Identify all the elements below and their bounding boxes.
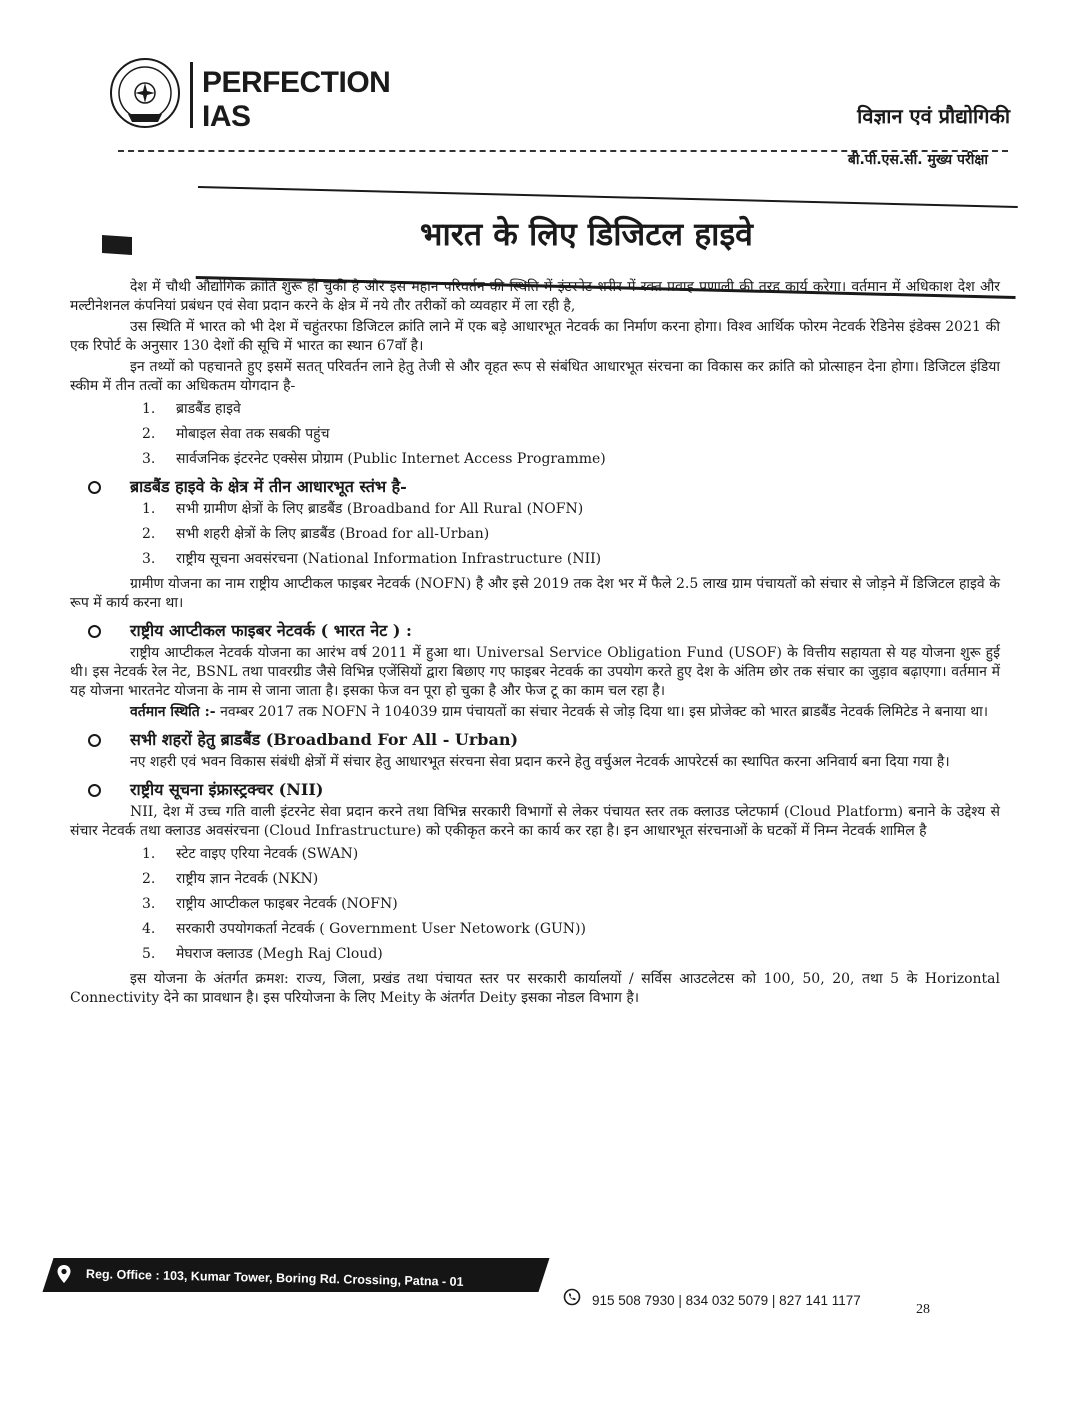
list-item: 2. राष्ट्रीय ज्ञान नेटवर्क (NKN) (142, 871, 319, 887)
circle-bullet-icon (88, 481, 101, 494)
list-item: 2. मोबाइल सेवा तक सबकी पहुंच (142, 426, 330, 442)
broadband-pillars-list (70, 500, 1000, 569)
intro-paragraph: देश में चौथी औद्योगिक क्रांति शुरू हो चुकी है और इस महान परिवर्तन की स्थिति में इंटरनेट शरीर में रक्त प्रवाह प्रणाली की तरह कार्य करेगा। वर्तमान में अधिकाश देश और मल्टीनेशनल कंपनियां प्रबंधन एवं सेवा प्रदान करने के क्षेत्र में नये तौर तरीकों को व्यवहार में ला रही है, (70, 279, 1000, 314)
circle-bullet-icon (88, 784, 101, 797)
brand-name-line2: IAS (202, 100, 251, 133)
rural-scheme-paragraph: ग्रामीण योजना का नाम राष्ट्रीय आप्टीकल फाइबर नेटवर्क (NOFN) है और इसे 2019 तक देश भर में फैले 2.5 लाख ग्राम पंचायतों को संचार से जोड़ने में डिजिटल हाइवे के रूप में कार्य करना था। (70, 576, 1000, 611)
section-heading-bharat-net: राष्ट्रीय आप्टीकल फाइबर नेटवर्क ( भारत नेट ) : (70, 621, 1000, 640)
section-heading-urban-broadband: सभी शहरों हेतु ब्राडबैंड (Broadband For All - Urban) (70, 730, 1000, 749)
location-pin-icon (56, 1264, 72, 1284)
list-item: 1. स्टेट वाइए एरिया नेटवर्क (SWAN) (142, 846, 359, 862)
list-item: 3. राष्ट्रीय सूचना अवसंरचना (National Information Infrastructure (NII) (142, 551, 602, 567)
intro-paragraph: उस स्थिति में भारत को भी देश में चहुंतरफा डिजिटल क्रांति लाने में एक बड़े आधारभूत नेटवर्क का निर्माण करना होगा। विश्व आर्थिक फोरम नेटवर्क रेडिनेस इंडेक्स 2021 की एक रिपोर्ट के अनुसार 130 देशों की सूचि में भारत का स्थान 67वाँ है। (70, 319, 1000, 354)
phone-icon (563, 1288, 581, 1306)
exam-label: बी.पी.एस.सी. मुख्य परीक्षा (847, 152, 988, 168)
intro-paragraph: इन तथ्यों को पहचानते हुए इसमें सतत् परिवर्तन लाने हेतु तेजी से और वृहत रूप से संबंधित आधारभूत संरचना का विकास कर क्रांति को प्रोत्साहन देना होगा। डिजिटल इंडिया स्कीम में तीन तत्वों का अधिकतम योगदान है- (70, 359, 1000, 394)
list-item: 5. मेघराज क्लाउड (Megh Raj Cloud) (142, 946, 383, 962)
section-heading-broadband-pillars: ब्राडबैंड हाइवे के क्षेत्र में तीन आधारभूत स्तंभ है- (70, 477, 1000, 496)
urban-broadband-paragraph: नए शहरी एवं भवन विकास संबंधी क्षेत्रों में संचार हेतु आधारभूत संरचना सेवा प्रदान करने हेतु वर्चुअल नेटवर्क आपरेटर्स का स्थापित करना अनिवार्य बना दिया गया है। (130, 754, 950, 770)
list-item: 4. सरकारी उपयोगकर्ता नेटवर्क ( Government User Netowork (GUN)) (142, 921, 586, 937)
list-item: 1. ब्राडबैंड हाइवे (142, 401, 241, 417)
nii-paragraph: NII, देश में उच्च गति वाली इंटरनेट सेवा प्रदान करने तथा विभिन्न सरकारी विभागों से लेकर पंचायत स्तर तक क्लाउड प्लेटफार्म (Cloud Platform) बनाने के उद्देश्य से संचार नेटवर्क तथा क्लाउड अवसंरचना (Cloud Infrastructure) को एकीकृत करने का कार्य कर रहा है। इन आधारभूत संरचनाओं के घटकों में निम्न नेटवर्क शामिल है (70, 804, 1000, 839)
page-title: भारत के लिए डिजिटल हाइवे (420, 215, 753, 253)
article-body (70, 278, 1000, 1010)
registered-office-address: Reg. Office : 103, Kumar Tower, Boring Rd. Crossing, Patna - 01 (85, 1267, 464, 1289)
subject-label: विज्ञान एवं प्रौद्योगिकी (857, 104, 1010, 128)
current-status-paragraph: वर्तमान स्थिति :- नवम्बर 2017 तक NOFN ने 104039 ग्राम पंचायतों का संचार नेटवर्क से जोड़ दिया था। इस प्रोजेक्ट को भारत ब्राडबैंड नेटवर्क लिमिटेड ने बनाया था। (130, 704, 989, 720)
list-item: 3. राष्ट्रीय आप्टीकल फाइबर नेटवर्क (NOFN) (142, 896, 398, 912)
list-item: 1. सभी ग्रामीण क्षेत्रों के लिए ब्राडबैंड (Broadband for All Rural (NOFN) (142, 501, 584, 517)
section-heading-nii: राष्ट्रीय सूचना इंफ्रास्ट्रक्चर (NII) (70, 780, 1000, 799)
perfection-ias-seal-logo (108, 56, 182, 130)
logo-divider (190, 62, 193, 128)
circle-bullet-icon (88, 734, 101, 747)
bharat-net-paragraph: राष्ट्रीय आप्टीकल नेटवर्क योजना का आरंभ वर्ष 2011 में हुआ था। Universal Service Obligation Fund (USOF) के वित्तीय सहायता से यह योजना शुरू हुई थी। इस नेटवर्क रेल नेट, BSNL तथा पावरग्रीड जैसे विभिन्न एजेंसियों द्वारा बिछाए गए फाइबर नेटवर्क का उपयोग करते हुए देश के अंतिम छोर तक संचार का जुड़ाव बढ़ाएगा। वर्तमान में यह योजना भारतनेट योजना के नाम से जाना जाता है। इसका फेज वन पूरा हो चुका है और फेज टू का काम चल रहा है। (70, 645, 1000, 699)
contact-phone-numbers: 915 508 7930 | 834 032 5079 | 827 141 1177 (592, 1293, 861, 1308)
nii-components-list (70, 845, 1000, 964)
nii-closing-paragraph: इस योजना के अंतर्गत क्रमश: राज्य, जिला, प्रखंड तथा पंचायत स्तर पर सरकारी कार्यालयों / सर्विस आउटलेटस को 100, 50, 20, तथा 5 के Horizontal Connectivity देने का प्रावधान है। इस परियोजना के लिए Meity के अंतर्गत Deity इसका नोडल विभाग है। (70, 971, 1000, 1006)
brand-name-line1: PERFECTION (202, 66, 391, 99)
list-item: 2. सभी शहरी क्षेत्रों के लिए ब्राडबैंड (Broad for all-Urban) (142, 526, 490, 542)
circle-bullet-icon (88, 625, 101, 638)
digital-india-list (70, 400, 1000, 469)
title-banner-tab (102, 235, 132, 255)
page-number: 28 (916, 1302, 930, 1317)
list-item: 3. सार्वजनिक इंटरनेट एक्सेस प्रोग्राम (Public Internet Access Programme) (142, 451, 606, 467)
